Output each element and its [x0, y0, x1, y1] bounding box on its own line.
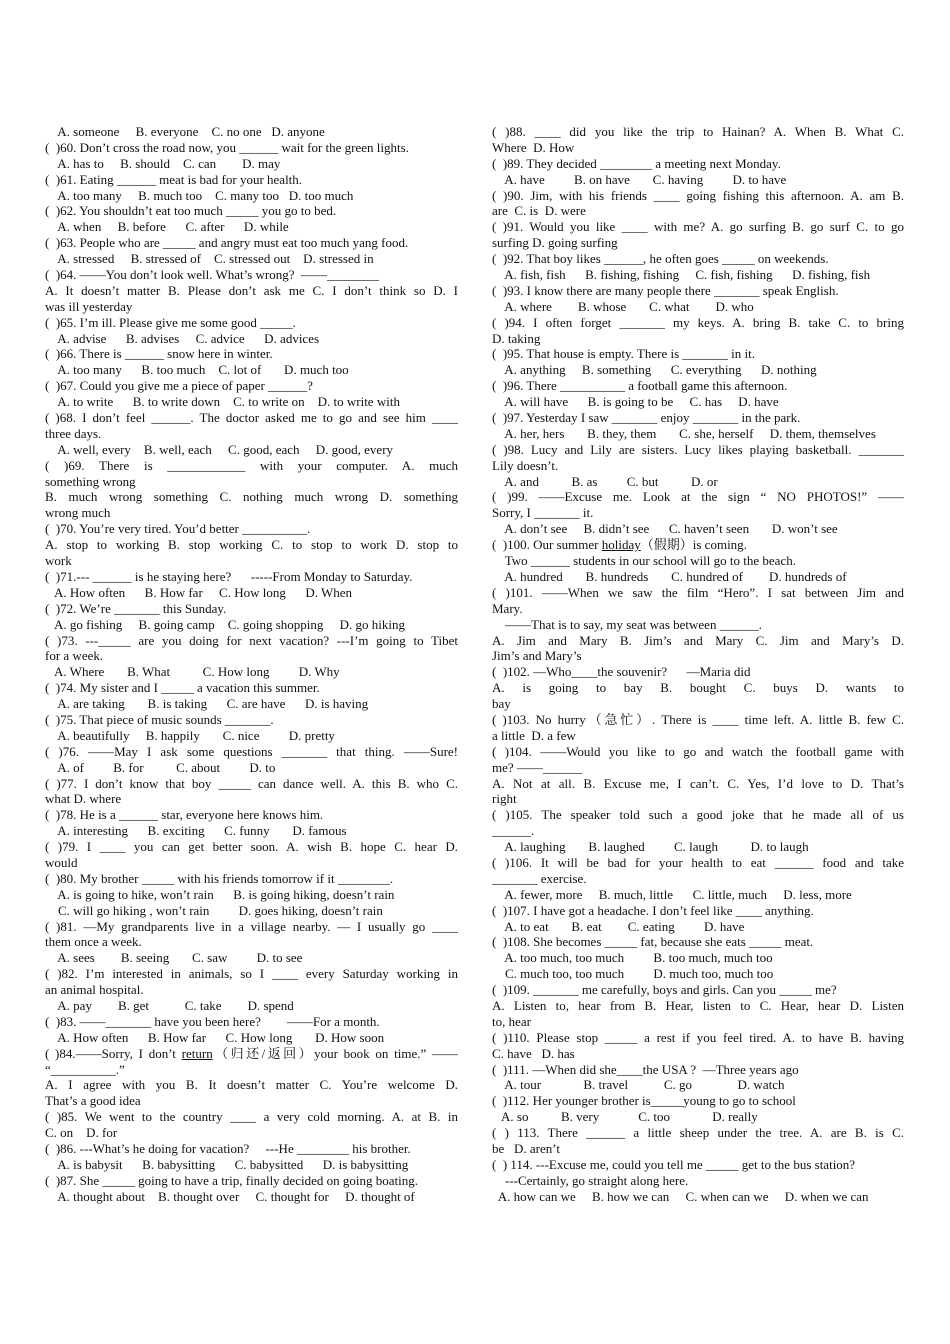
- question-line: [492, 426, 904, 442]
- question-line: [492, 744, 904, 760]
- line-text: ( )81. —My grandparents live in a village nearby. — I usually go ____: [45, 918, 458, 934]
- question-line: [492, 124, 904, 140]
- question-line: [492, 950, 904, 966]
- question-line: [45, 776, 458, 792]
- line-text: ( )107. I have got a headache. I don’t feel like ____ anything.: [492, 902, 814, 918]
- question-line: [492, 203, 904, 219]
- line-text: A. how can we B. how we can C. when can we D. when we can: [492, 1188, 869, 1204]
- line-text: ( )82. I’m interested in animals, so I ____ every Saturday working in: [45, 966, 458, 982]
- line-text: A. too many B. too much C. lot of D. much too: [45, 362, 349, 378]
- line-text: ( )95. That house is empty. There is _______ in it.: [492, 346, 755, 362]
- line-text: A. has to B. should C. can D. may: [45, 155, 281, 171]
- line-text: A. go fishing B. going camp C. going shopping D. go hiking: [45, 616, 406, 632]
- line-text: a little D. a few: [492, 727, 576, 743]
- question-line: [492, 823, 904, 839]
- line-text: ---Certainly, go straight along here.: [492, 1172, 689, 1188]
- line-text: be D. aren’t: [492, 1141, 560, 1156]
- question-line: [492, 410, 904, 426]
- question-line: [45, 537, 458, 553]
- question-line: [492, 521, 904, 537]
- line-text: C. on D. for: [45, 1125, 118, 1141]
- line-text-after: （归还/返回）your book on time.” ——: [212, 1045, 458, 1061]
- line-text: for a week.: [45, 648, 104, 664]
- question-line: [492, 331, 904, 347]
- question-line: [45, 251, 458, 267]
- question-line: [45, 950, 458, 966]
- question-line: [45, 219, 458, 235]
- line-text: ( )65. I’m ill. Please give me some good _____.: [45, 314, 296, 330]
- question-line: [492, 394, 904, 410]
- line-text: Sorry, I _______ it.: [492, 505, 594, 521]
- line-text: three days.: [45, 425, 102, 441]
- question-line: [45, 505, 458, 521]
- question-line: [45, 934, 458, 950]
- question-line: [492, 474, 904, 490]
- question-line: [492, 156, 904, 172]
- question-line: [492, 791, 904, 807]
- line-text: ( )106. It will be bad for your health to eat ______ food and take: [492, 854, 904, 870]
- question-line: [45, 521, 458, 537]
- line-text: ( )97. Yesterday I saw _______ enjoy _______ in the park.: [492, 410, 801, 426]
- line-text: A. don’t see B. didn’t see C. haven’t seen D. won’t see: [492, 521, 838, 537]
- question-line: [492, 1125, 904, 1141]
- line-text: ( )98. Lucy and Lily are sisters. Lucy likes playing basketball. _______: [492, 441, 904, 457]
- line-text: _______ exercise.: [492, 870, 587, 886]
- line-text: “__________.”: [45, 1061, 125, 1077]
- question-line: [45, 124, 458, 140]
- question-line: [492, 267, 904, 283]
- line-text: That’s a good idea: [45, 1093, 141, 1109]
- question-line: [45, 442, 458, 458]
- question-line: [45, 966, 458, 982]
- question-line: [45, 903, 458, 919]
- question-line: [45, 1014, 458, 1030]
- question-line: [492, 919, 904, 935]
- question-line: [45, 982, 458, 998]
- line-text: ( )79. I ____ you can get better soon. A. wish B. hope C. hear D.: [45, 839, 458, 855]
- line-text: A. sees B. seeing C. saw D. to see: [45, 950, 303, 966]
- line-text: A. where B. whose C. what D. who: [492, 298, 754, 314]
- line-text: ( )105. The speaker told such a good joke that he made all of us: [492, 807, 904, 823]
- line-text: A. hundred B. hundreds C. hundred of D. hundreds of: [492, 568, 847, 584]
- question-line: [45, 426, 458, 442]
- line-text: A. are taking B. is taking C. are have D. is having: [45, 696, 369, 712]
- line-text: A. Not at all. B. Excuse me, I can’t. C. Yes, I’d love to D. That’s: [492, 775, 904, 791]
- question-line: [45, 1157, 458, 1173]
- question-line: [45, 172, 458, 188]
- line-text: ( )73. ---_____ are you doing for next vacation? ---I’m going to Tibet: [45, 632, 458, 648]
- line-text: ( )75. That piece of music sounds _______.: [45, 711, 274, 727]
- question-line: [492, 712, 904, 728]
- line-text: ( )110. Please stop _____ a rest if you feel tired. A. to have B. having: [492, 1029, 904, 1045]
- line-text: A. have B. on have C. having D. to have: [492, 171, 787, 187]
- line-text: ( )90. Jim, with his friends ____ going fishing this afternoon. A. am B.: [492, 187, 904, 203]
- line-text: ( )88. ____ did you like the trip to Hainan? A. When B. What C.: [492, 124, 904, 139]
- question-line: [492, 807, 904, 823]
- question-line: [492, 1157, 904, 1173]
- line-text: ( )93. I know there are many people there _______ speak English.: [492, 282, 839, 298]
- line-text: ______.: [492, 823, 535, 839]
- line-text: A. is going to bay B. bought C. buys D. wants to: [492, 680, 904, 696]
- question-line: [492, 982, 904, 998]
- line-text: ( )85. We went to the country ____ a very cold morning. A. at B. in: [45, 1109, 458, 1125]
- line-text: ( )69. There is ____________ with your computer. A. much: [45, 457, 458, 473]
- question-line: [45, 1125, 458, 1141]
- line-text: A. I agree with you B. It doesn’t matter C. You’re welcome D.: [45, 1077, 458, 1093]
- line-text: A. How often B. How far C. How long D. How soon: [45, 1029, 385, 1045]
- line-text: ( )96. There __________ a football game this afternoon.: [492, 378, 788, 394]
- question-line: [45, 807, 458, 823]
- line-text: ( )63. People who are _____ and angry must eat too much yang food.: [45, 235, 409, 251]
- line-text-after: （假期）is coming.: [640, 537, 747, 553]
- question-line: [492, 633, 904, 649]
- question-line: [45, 601, 458, 617]
- question-line: [45, 855, 458, 871]
- line-text: something wrong: [45, 473, 136, 489]
- line-text: right: [492, 791, 517, 807]
- line-text: ( )78. He is a ______ star, everyone here knows him.: [45, 807, 324, 823]
- left-question-column: [45, 124, 458, 1205]
- question-line: [45, 744, 458, 760]
- question-line: [492, 855, 904, 871]
- question-line: [492, 601, 904, 617]
- line-text: C. much too, too much D. much too, much too: [492, 966, 774, 982]
- question-line: [492, 537, 904, 553]
- line-text: A. stop to working B. stop working C. to stop to work D. stop to: [45, 537, 458, 553]
- line-text: B. much wrong something C. nothing much wrong D. something: [45, 489, 458, 505]
- line-text: A. advise B. advises C. advice D. advices: [45, 330, 320, 346]
- question-line: [45, 839, 458, 855]
- question-line: [45, 887, 458, 903]
- line-text: A. pay B. get C. take D. spend: [45, 997, 294, 1013]
- question-line: [45, 696, 458, 712]
- question-line: [45, 315, 458, 331]
- question-line: [492, 140, 904, 156]
- line-text: them once a week.: [45, 934, 142, 950]
- line-text: A. well, every B. well, each C. good, each D. good, every: [45, 441, 394, 457]
- question-line: [492, 1014, 904, 1030]
- question-line: [492, 553, 904, 569]
- question-line: [492, 1141, 904, 1157]
- line-text: ( )102. —Who____the souvenir? —Maria did: [492, 664, 751, 680]
- question-line: [492, 378, 904, 394]
- question-line: [45, 648, 458, 664]
- line-text: A. so B. very C. too D. really: [492, 1109, 758, 1125]
- question-line: [45, 394, 458, 410]
- question-line: [45, 140, 458, 156]
- question-line: [45, 362, 458, 378]
- question-line: [492, 648, 904, 664]
- question-line: [492, 617, 904, 633]
- line-text: A. to eat B. eat C. eating D. have: [492, 918, 745, 934]
- line-text: A. will have B. is going to be C. has D. have: [492, 394, 779, 410]
- line-text: bay: [492, 696, 511, 712]
- line-text: wrong much: [45, 505, 111, 521]
- line-text: ( )100. Our summer: [492, 537, 602, 553]
- line-text: ( )111. —When did she____the USA ? —Three years ago: [492, 1061, 799, 1077]
- line-text: was ill yesterday: [45, 298, 133, 314]
- question-line: [492, 871, 904, 887]
- question-line: [492, 1109, 904, 1125]
- line-text: me? ——______: [492, 759, 582, 775]
- question-line: [45, 998, 458, 1014]
- question-line: [492, 442, 904, 458]
- line-text: A. is babysit B. babysitting C. babysitted D. is babysitting: [45, 1156, 409, 1172]
- line-text: ( )108. She becomes _____ fat, because she eats _____ meat.: [492, 934, 814, 950]
- question-line: [492, 1062, 904, 1078]
- line-text: ( )70. You’re very tired. You’d better __________.: [45, 521, 311, 537]
- line-text: C. have D. has: [492, 1045, 575, 1061]
- line-text: A. beautifully B. happily C. nice D. pretty: [45, 727, 335, 743]
- question-line: [45, 267, 458, 283]
- question-line: [492, 489, 904, 505]
- question-line: [45, 617, 458, 633]
- line-text: would: [45, 854, 78, 870]
- question-line: [492, 1077, 904, 1093]
- line-text: what D. where: [45, 791, 122, 807]
- question-line: [492, 728, 904, 744]
- question-line: [45, 1109, 458, 1125]
- question-line: [492, 315, 904, 331]
- line-text: A. Jim and Mary B. Jim’s and Mary C. Jim and Mary’s D.: [492, 632, 904, 648]
- question-line: [45, 871, 458, 887]
- line-text: A. tour B. travel C. go D. watch: [492, 1077, 785, 1093]
- question-line: [45, 1030, 458, 1046]
- line-text: A. of B. for C. about D. to: [45, 759, 276, 775]
- line-text: ( )71.--- ______ is he staying here? -----From Monday to Saturday.: [45, 568, 413, 584]
- line-text: ( )92. That boy likes ______, he often goes _____ on weekends.: [492, 251, 829, 267]
- question-line: [45, 489, 458, 505]
- question-line: [492, 887, 904, 903]
- question-line: [492, 585, 904, 601]
- line-text: ( )101. ——When we saw the film “Hero”. I sat between Jim and: [492, 584, 904, 600]
- question-line: [45, 346, 458, 362]
- question-line: [492, 934, 904, 950]
- line-text: A. her, hers B. they, them C. she, herself D. them, themselves: [492, 425, 876, 441]
- line-text: A. too many B. much too C. many too D. too much: [45, 187, 354, 203]
- line-text: A. is going to hike, won’t rain B. is going hiking, doesn’t rain: [45, 886, 395, 902]
- line-text: ( )87. She _____ going to have a trip, finally decided on going boating.: [45, 1172, 418, 1188]
- line-text: ( )80. My brother _____ with his friends tomorrow if it ________.: [45, 870, 394, 886]
- line-text: ( )99. ——Excuse me. Look at the sign “ NO PHOTOS!” ——: [492, 489, 904, 505]
- question-line: [45, 188, 458, 204]
- underlined-word: holiday: [601, 537, 641, 553]
- question-line: [492, 1189, 904, 1205]
- question-line: [45, 712, 458, 728]
- line-text: A. anything B. something C. everything D. nothing: [492, 362, 817, 378]
- line-text: ( ) 114. ---Excuse me, could you tell me _____ get to the bus station?: [492, 1156, 856, 1172]
- question-line: [45, 474, 458, 490]
- question-line: [492, 283, 904, 299]
- line-text: ( )86. ---What’s he doing for vacation? ---He ________ his brother.: [45, 1141, 411, 1156]
- line-text: ( )83. ——_______ have you been here? ——For a month.: [45, 1013, 380, 1029]
- question-line: [492, 998, 904, 1014]
- question-line: [492, 839, 904, 855]
- line-text: A. stressed B. stressed of C. stressed out D. stressed in: [45, 251, 374, 267]
- line-text: Two ______ students in our school will go to the beach.: [492, 553, 796, 569]
- line-text: A. someone B. everyone C. no one D. anyone: [45, 124, 325, 139]
- line-text: A. to write B. to write down C. to write on D. to write with: [45, 394, 400, 410]
- line-text: A. Listen to, hear from B. Hear, listen to C. Hear, hear D. Listen: [492, 997, 904, 1013]
- question-line: [45, 553, 458, 569]
- question-line: [492, 235, 904, 251]
- line-text: Jim’s and Mary’s: [492, 648, 582, 664]
- line-text: ( )67. Could you give me a piece of paper ______?: [45, 378, 313, 394]
- line-text: Mary.: [492, 600, 523, 616]
- question-line: [45, 1062, 458, 1078]
- question-line: [492, 966, 904, 982]
- question-line: [45, 156, 458, 172]
- question-line: [45, 1141, 458, 1157]
- question-line: [492, 505, 904, 521]
- question-line: [492, 1173, 904, 1189]
- line-text: A. fewer, more B. much, little C. little, much D. less, more: [492, 886, 852, 902]
- line-text: ( )109. _______ me carefully, boys and girls. Can you _____ me?: [492, 982, 837, 998]
- question-line: [45, 410, 458, 426]
- line-text: to, hear: [492, 1013, 531, 1029]
- question-line: [492, 664, 904, 680]
- line-text: ( )74. My sister and I _____ a vacation this summer.: [45, 680, 320, 696]
- question-line: [492, 362, 904, 378]
- line-text: are C. is D. were: [492, 203, 586, 219]
- line-text: ( )66. There is ______ snow here in winter.: [45, 346, 273, 362]
- question-line: [492, 458, 904, 474]
- question-line: [45, 1046, 458, 1062]
- line-text: ( )103. No hurry（急忙）. There is ____ time left. A. little B. few C.: [492, 711, 904, 727]
- line-text: A. laughing B. laughed C. laugh D. to laugh: [492, 839, 809, 855]
- line-text: Where D. How: [492, 139, 575, 155]
- question-line: [492, 1030, 904, 1046]
- line-text: surfing D. going surfing: [492, 235, 618, 251]
- question-line: [492, 776, 904, 792]
- line-text: ( ) 113. There ______ a little sheep under the tree. A. are B. is C.: [492, 1125, 904, 1141]
- question-line: [492, 569, 904, 585]
- line-text: ( )72. We’re _______ this Sunday.: [45, 600, 227, 616]
- line-text: ( )64. ——You don’t look well. What’s wrong? ——________: [45, 267, 380, 283]
- question-line: [45, 760, 458, 776]
- question-line: [45, 1093, 458, 1109]
- question-line: [45, 331, 458, 347]
- line-text: A. when B. before C. after D. while: [45, 219, 289, 235]
- question-line: [45, 823, 458, 839]
- line-text: an animal hospital.: [45, 982, 144, 998]
- question-line: [492, 903, 904, 919]
- line-text: ( )84.——Sorry, I don’t: [45, 1045, 182, 1061]
- question-line: [492, 1046, 904, 1062]
- question-line: [45, 585, 458, 601]
- line-text: A. and B. as C. but D. or: [492, 473, 718, 489]
- question-line: [45, 1173, 458, 1189]
- question-line: [45, 633, 458, 649]
- question-line: [492, 760, 904, 776]
- line-text: ( )60. Don’t cross the road now, you ______ wait for the green lights.: [45, 139, 409, 155]
- line-text: ( )61. Eating ______ meat is bad for your health.: [45, 171, 303, 187]
- line-text: D. taking: [492, 330, 541, 346]
- question-line: [492, 172, 904, 188]
- question-line: [492, 188, 904, 204]
- question-line: [492, 219, 904, 235]
- question-line: [45, 458, 458, 474]
- line-text: A. How often B. How far C. How long D. When: [45, 584, 353, 600]
- line-text: A. too much, too much B. too much, much too: [492, 950, 773, 966]
- question-line: [45, 728, 458, 744]
- question-line: [45, 283, 458, 299]
- question-line: [45, 569, 458, 585]
- line-text: A. It doesn’t matter B. Please don’t ask me C. I don’t think so D. I: [45, 282, 458, 298]
- question-line: [45, 680, 458, 696]
- line-text: work: [45, 553, 72, 569]
- question-line: [492, 1093, 904, 1109]
- question-line: [492, 299, 904, 315]
- question-line: [45, 664, 458, 680]
- question-line: [45, 791, 458, 807]
- question-line: [45, 235, 458, 251]
- line-text: ( )104. ——Would you like to go and watch the football game with: [492, 743, 904, 759]
- question-line: [492, 251, 904, 267]
- line-text: ( )94. I often forget _______ my keys. A. bring B. take C. to bring: [492, 314, 904, 330]
- line-text: Lily doesn’t.: [492, 457, 559, 473]
- line-text: ( )68. I don’t feel ______. The doctor asked me to go and see him ____: [45, 410, 458, 426]
- underlined-word: return: [181, 1045, 213, 1061]
- line-text: A. Where B. What C. How long D. Why: [45, 664, 340, 680]
- line-text: ( )62. You shouldn’t eat too much _____ you go to bed.: [45, 203, 337, 219]
- line-text: A. thought about B. thought over C. thought for D. thought of: [45, 1188, 415, 1204]
- line-text: ( )112. Her younger brother is_____young to go to school: [492, 1093, 796, 1109]
- question-line: [45, 378, 458, 394]
- question-line: [492, 696, 904, 712]
- line-text: C. will go hiking , won’t rain D. goes hiking, doesn’t rain: [45, 902, 383, 918]
- question-line: [45, 299, 458, 315]
- question-line: [45, 203, 458, 219]
- question-line: [45, 919, 458, 935]
- line-text: ( )91. Would you like ____ with me? A. go surfing B. go surf C. to go: [492, 219, 904, 235]
- line-text: A. fish, fish B. fishing, fishing C. fish, fishing D. fishing, fish: [492, 267, 871, 283]
- question-line: [492, 680, 904, 696]
- question-line: [492, 346, 904, 362]
- line-text: ( )76. ——May I ask some questions _______ that thing. ——Sure!: [45, 743, 458, 759]
- question-line: [45, 1077, 458, 1093]
- question-line: [45, 1189, 458, 1205]
- line-text: ( )89. They decided ________ a meeting next Monday.: [492, 155, 781, 171]
- right-question-column: [492, 124, 904, 1205]
- line-text: A. interesting B. exciting C. funny D. famous: [45, 823, 347, 839]
- line-text: ( )77. I don’t know that boy _____ can dance well. A. this B. who C.: [45, 775, 458, 791]
- line-text: ——That is to say, my seat was between ______.: [492, 616, 762, 632]
